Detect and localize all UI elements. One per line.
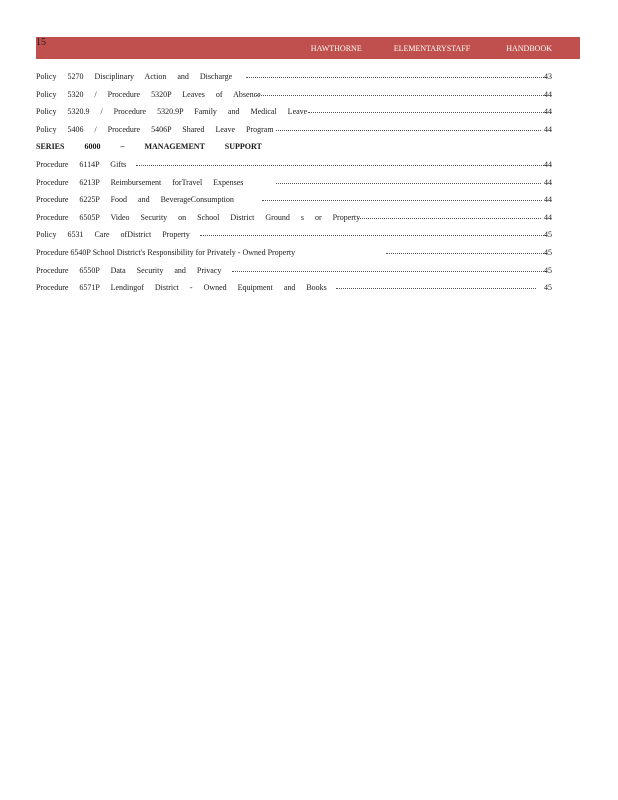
toc-entry[interactable] xyxy=(36,176,552,194)
toc-entry-label: Policy 5270 Disciplinary Action and Discharge xyxy=(36,72,233,81)
table-of-contents xyxy=(36,70,552,299)
toc-entry[interactable] xyxy=(36,246,552,264)
toc-leader-dots xyxy=(200,235,546,237)
toc-entry-page: 43 xyxy=(544,72,552,81)
toc-entry[interactable] xyxy=(36,211,552,229)
toc-entry-page: 45 xyxy=(544,283,552,293)
toc-entry-label: Policy 6531 Care ofDistrict Property xyxy=(36,230,190,240)
header-title-part: ELEMENTARYSTAFF xyxy=(393,44,471,53)
toc-series-label: SERIES 6000 – MANAGEMENT SUPPORT xyxy=(36,142,262,152)
toc-leader-dots xyxy=(262,200,542,202)
toc-leader-dots xyxy=(246,77,546,79)
header-title-part: HANDBOOK xyxy=(506,44,552,53)
toc-entry-label: Procedure 6114P Gifts xyxy=(36,159,127,169)
toc-entry-label: Policy 5406 / Procedure 5406P Shared Leave Program xyxy=(36,124,274,134)
toc-entry[interactable] xyxy=(36,158,552,176)
toc-entry-label: Procedure 6225P Food and BeverageConsumption xyxy=(36,195,234,205)
toc-series-heading[interactable] xyxy=(36,140,552,158)
toc-leader-dots xyxy=(358,218,541,220)
toc-entry-label: Procedure 6213P Reimbursement forTravel Expenses xyxy=(36,177,244,187)
toc-leader-dots xyxy=(308,112,546,114)
toc-entry-page: 44 xyxy=(544,107,552,117)
toc-entry-label: Policy 5320 / Procedure 5320P Leaves of Absence xyxy=(36,89,261,99)
toc-leader-dots xyxy=(276,130,541,132)
toc-leader-dots xyxy=(256,95,546,97)
toc-entry[interactable] xyxy=(36,228,552,246)
toc-leader-dots xyxy=(232,271,546,273)
toc-entry-page: 44 xyxy=(544,177,552,187)
toc-entry[interactable] xyxy=(36,123,552,141)
toc-entry-page: 44 xyxy=(544,159,552,169)
toc-entry[interactable] xyxy=(36,193,552,211)
toc-entry-label: Policy 5320.9 / Procedure 5320.9P Family and Medical Leave xyxy=(36,107,308,117)
toc-entry-page: 45 xyxy=(544,247,552,257)
toc-leader-dots xyxy=(276,183,541,185)
header-title-part: HAWTHORNE xyxy=(310,44,362,53)
toc-entry-label: Procedure 6505P Video Security on School District Ground s or Property xyxy=(36,212,361,222)
header-bar xyxy=(36,37,580,59)
toc-leader-dots xyxy=(136,165,546,167)
toc-entry[interactable] xyxy=(36,88,552,106)
toc-entry-label: Procedure 6571P Lendingof District - Owned Equipment and Books xyxy=(36,283,327,293)
toc-leader-dots xyxy=(336,288,536,290)
toc-entry[interactable] xyxy=(36,70,552,88)
toc-entry-label: Procedure 6550P Data Security and Privacy xyxy=(36,265,222,275)
toc-leader-dots xyxy=(386,253,546,255)
page-number: 15 xyxy=(36,37,46,48)
toc-entry-page: 44 xyxy=(544,124,552,134)
toc-entry[interactable] xyxy=(36,281,552,299)
toc-entry[interactable] xyxy=(36,105,552,123)
toc-entry-page: 44 xyxy=(544,195,552,205)
toc-entry-page: 44 xyxy=(544,89,552,99)
toc-entry-label: Procedure 6540P School District's Responsibility for Privately - Owned Property xyxy=(36,247,296,257)
toc-entry-page: 44 xyxy=(544,212,552,222)
toc-entry-page: 45 xyxy=(544,265,552,275)
toc-entry-page: 45 xyxy=(544,230,552,240)
toc-entry[interactable] xyxy=(36,264,552,282)
header-title xyxy=(311,44,552,53)
